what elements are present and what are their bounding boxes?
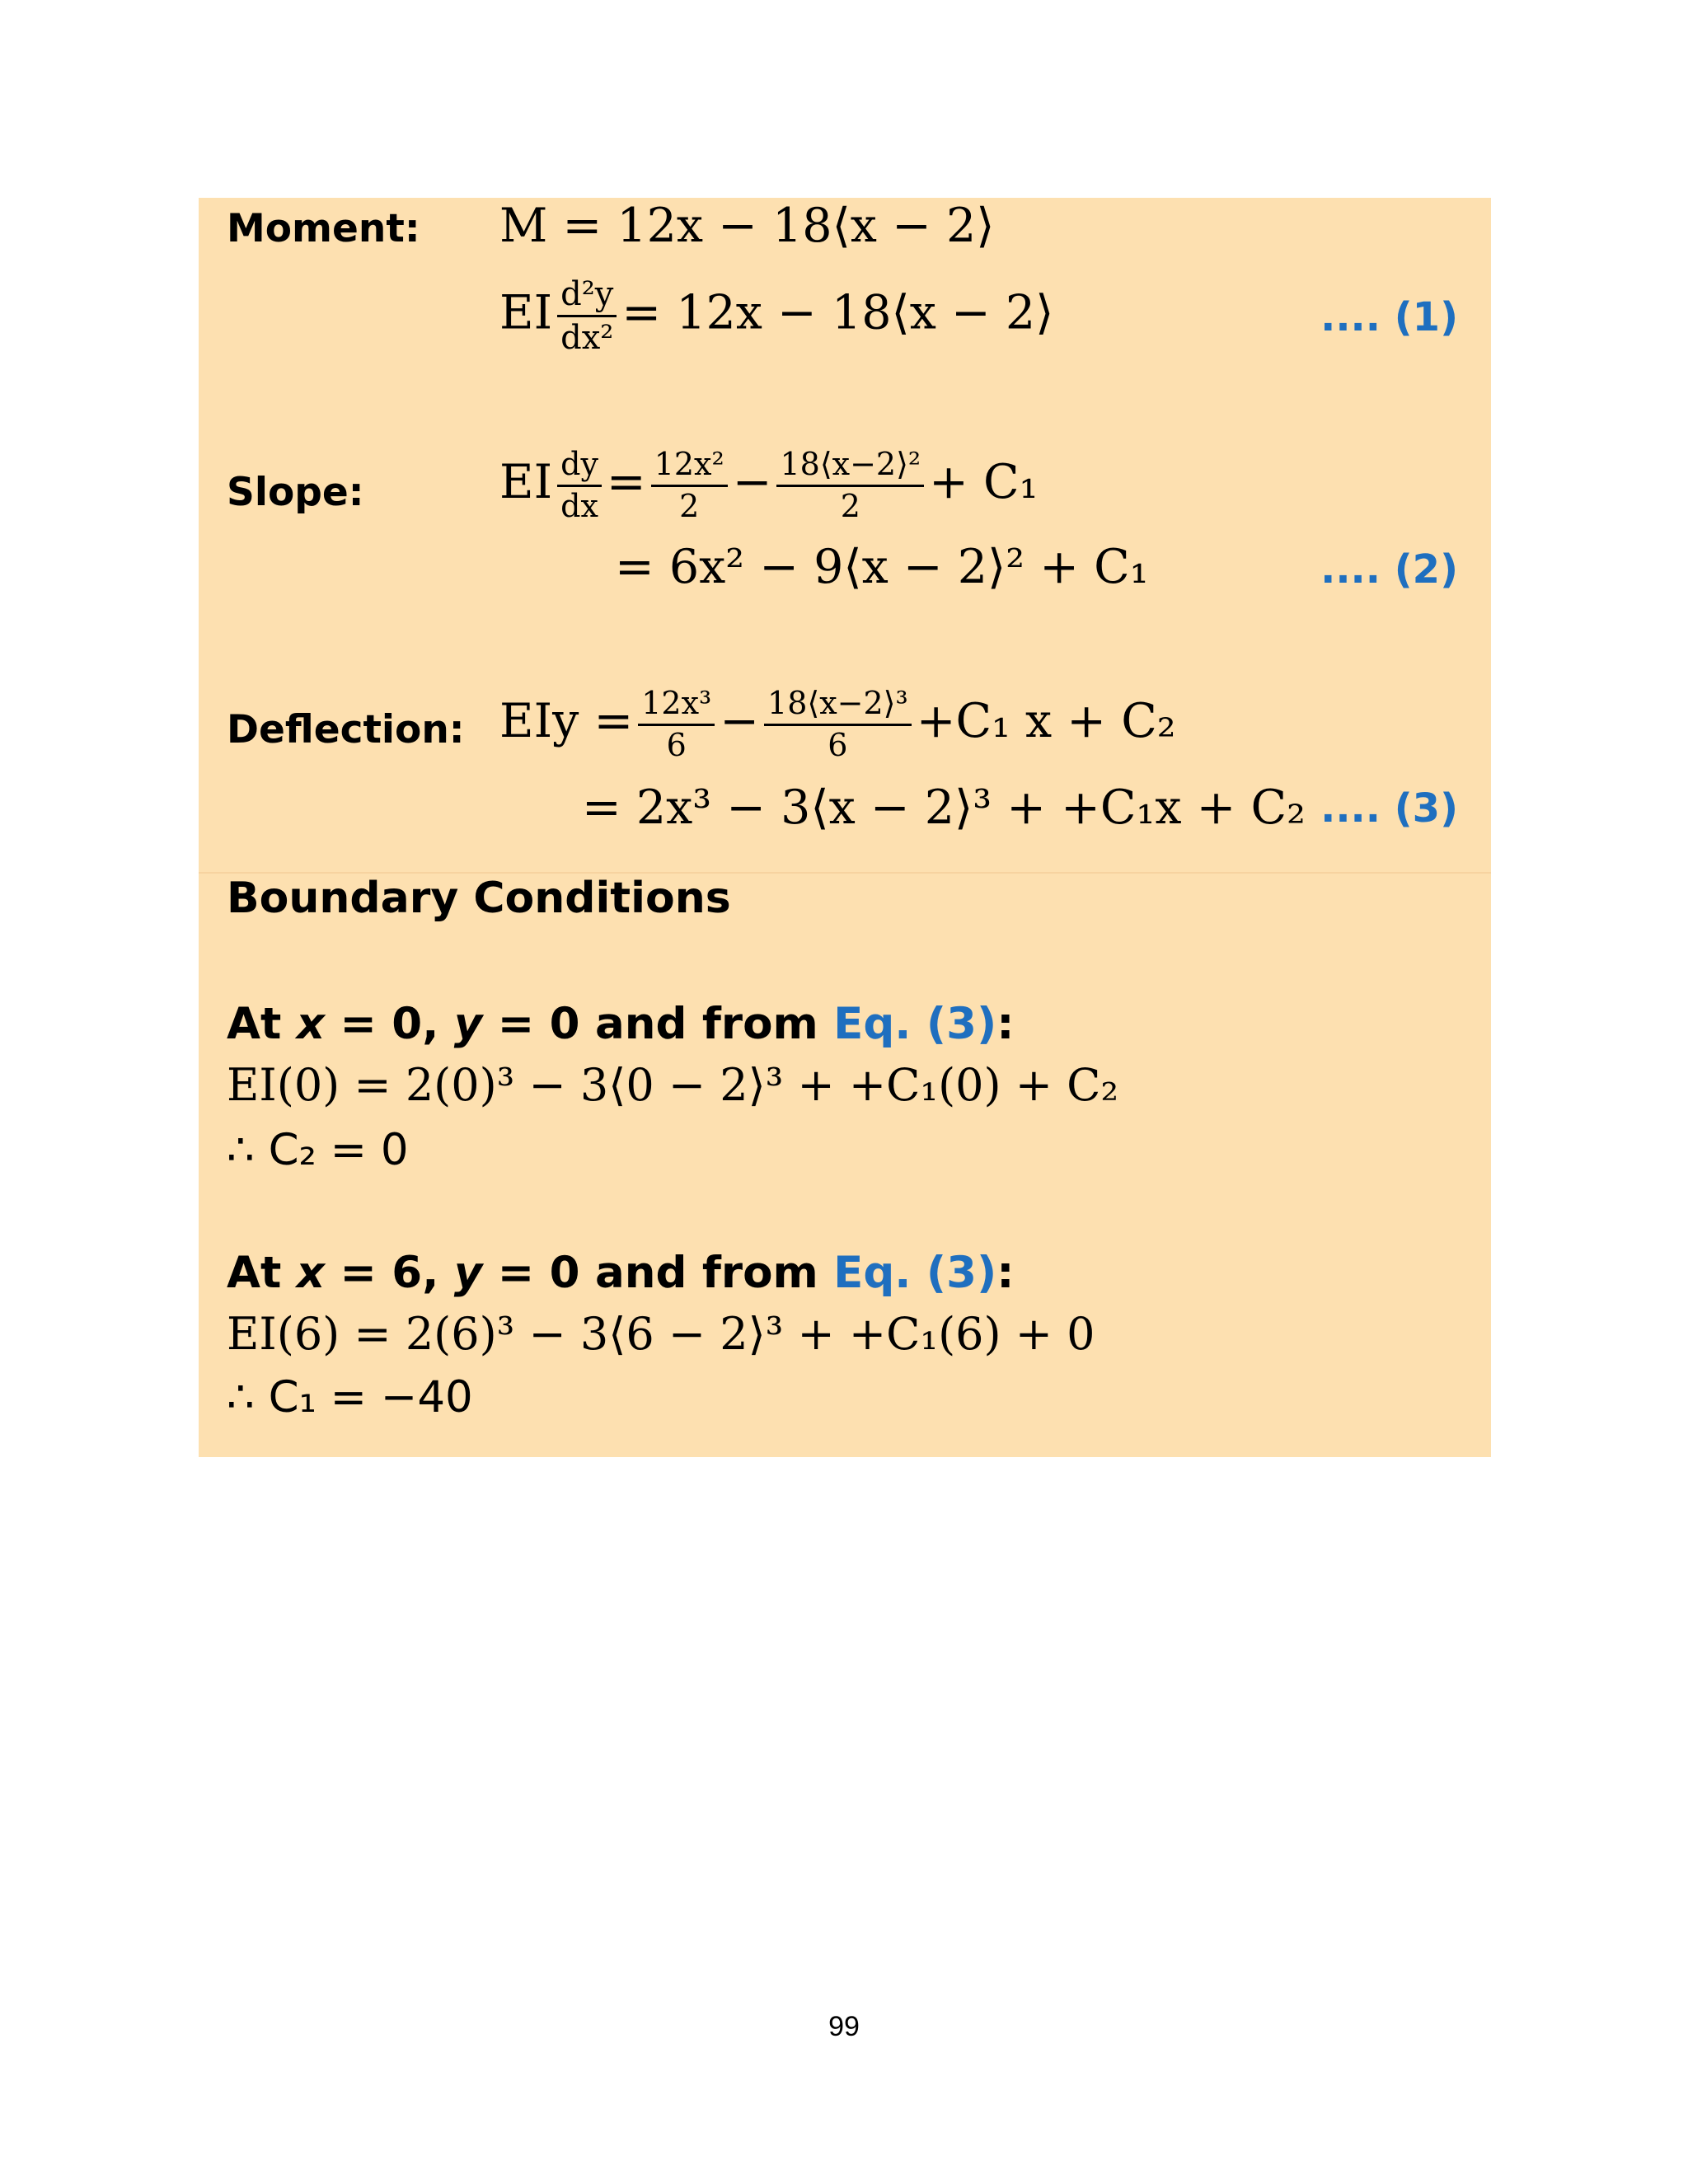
condition-2-x: x xyxy=(296,1248,325,1298)
slope-term-1-num: 12x² xyxy=(651,445,728,487)
first-derivative-fraction xyxy=(557,445,602,526)
condition-1-colon: : xyxy=(996,999,1015,1049)
condition-1-prefix: At xyxy=(227,999,297,1049)
boundary-conditions-heading: Boundary Conditions xyxy=(227,874,731,923)
deflection-term-2-num: 18⟨x−2⟩³ xyxy=(764,684,912,726)
condition-2-result: ∴ C₁ = −40 xyxy=(227,1372,473,1422)
condition-2-colon: : xyxy=(996,1248,1015,1298)
moment-ei-equation xyxy=(499,274,1053,359)
slope-term-1-den: 2 xyxy=(679,487,700,524)
equation-tag-2: .... (2) xyxy=(1320,546,1458,593)
condition-1-rest: = 0 and from xyxy=(482,999,834,1049)
condition-1-mid: = 0, xyxy=(325,999,454,1049)
deflection-label: Deflection: xyxy=(227,707,465,752)
equation-tag-3: .... (3) xyxy=(1320,785,1458,832)
equation-panel xyxy=(199,198,1491,1457)
condition-1-eq-ref: Eq. (3) xyxy=(833,999,997,1049)
slope-label: Slope: xyxy=(227,470,364,515)
deflection-term-1 xyxy=(638,684,715,765)
condition-2-statement xyxy=(227,1248,1014,1298)
condition-2-eq-ref: Eq. (3) xyxy=(833,1248,997,1298)
moment-ei-rhs: = 12x − 18⟨x − 2⟩ xyxy=(621,285,1054,340)
slope-simplified: = 6x² − 9⟨x − 2⟩² + C₁ xyxy=(615,540,1149,594)
slope-equals: = xyxy=(606,455,646,510)
condition-2-rest: = 0 and from xyxy=(482,1248,834,1298)
second-derivative-num: d²y xyxy=(557,274,617,317)
slope-lhs: EI xyxy=(499,455,553,510)
deflection-term-1-den: 6 xyxy=(666,726,687,763)
slope-term-2-num: 18⟨x−2⟩² xyxy=(776,445,924,487)
condition-1-x: x xyxy=(296,999,325,1049)
slope-equation xyxy=(499,445,1039,526)
first-derivative-num: dy xyxy=(557,445,602,487)
slope-term-2-den: 2 xyxy=(840,487,860,524)
second-derivative-den: dx² xyxy=(560,319,614,357)
slope-term-2 xyxy=(776,445,924,526)
condition-2-mid: = 6, xyxy=(325,1248,454,1298)
condition-1-equation: EI(0) = 2(0)³ − 3⟨0 − 2⟩³ + +C₁(0) + C₂ xyxy=(227,1059,1119,1111)
second-derivative-fraction xyxy=(557,274,617,359)
deflection-lhs: EIy = xyxy=(499,694,634,749)
deflection-simplified: = 2x³ − 3⟨x − 2⟩³ + +C₁x + C₂ xyxy=(582,780,1306,835)
slope-tail: + C₁ xyxy=(929,455,1039,510)
deflection-term-1-num: 12x³ xyxy=(638,684,715,726)
condition-1-y: y xyxy=(453,999,483,1049)
condition-2-equation: EI(6) = 2(6)³ − 3⟨6 − 2⟩³ + +C₁(6) + 0 xyxy=(227,1308,1095,1360)
condition-1-result: ∴ C₂ = 0 xyxy=(227,1125,409,1175)
first-derivative-den: dx xyxy=(560,487,598,524)
deflection-minus: − xyxy=(720,694,760,749)
page-number: 99 xyxy=(828,2011,860,2042)
equation-tag-1: .... (1) xyxy=(1320,294,1458,340)
condition-2-y: y xyxy=(453,1248,483,1298)
condition-1-statement xyxy=(227,999,1014,1049)
deflection-tail: +C₁ x + C₂ xyxy=(916,694,1176,749)
moment-ei-lhs: EI xyxy=(499,285,553,340)
condition-2-prefix: At xyxy=(227,1248,297,1298)
moment-label: Moment: xyxy=(227,206,420,251)
slope-term-1 xyxy=(651,445,728,526)
deflection-equation xyxy=(499,684,1176,765)
deflection-term-2 xyxy=(764,684,912,765)
deflection-term-2-den: 6 xyxy=(828,726,848,763)
slope-minus: − xyxy=(732,455,772,510)
moment-equation: M = 12x − 18⟨x − 2⟩ xyxy=(499,199,995,253)
